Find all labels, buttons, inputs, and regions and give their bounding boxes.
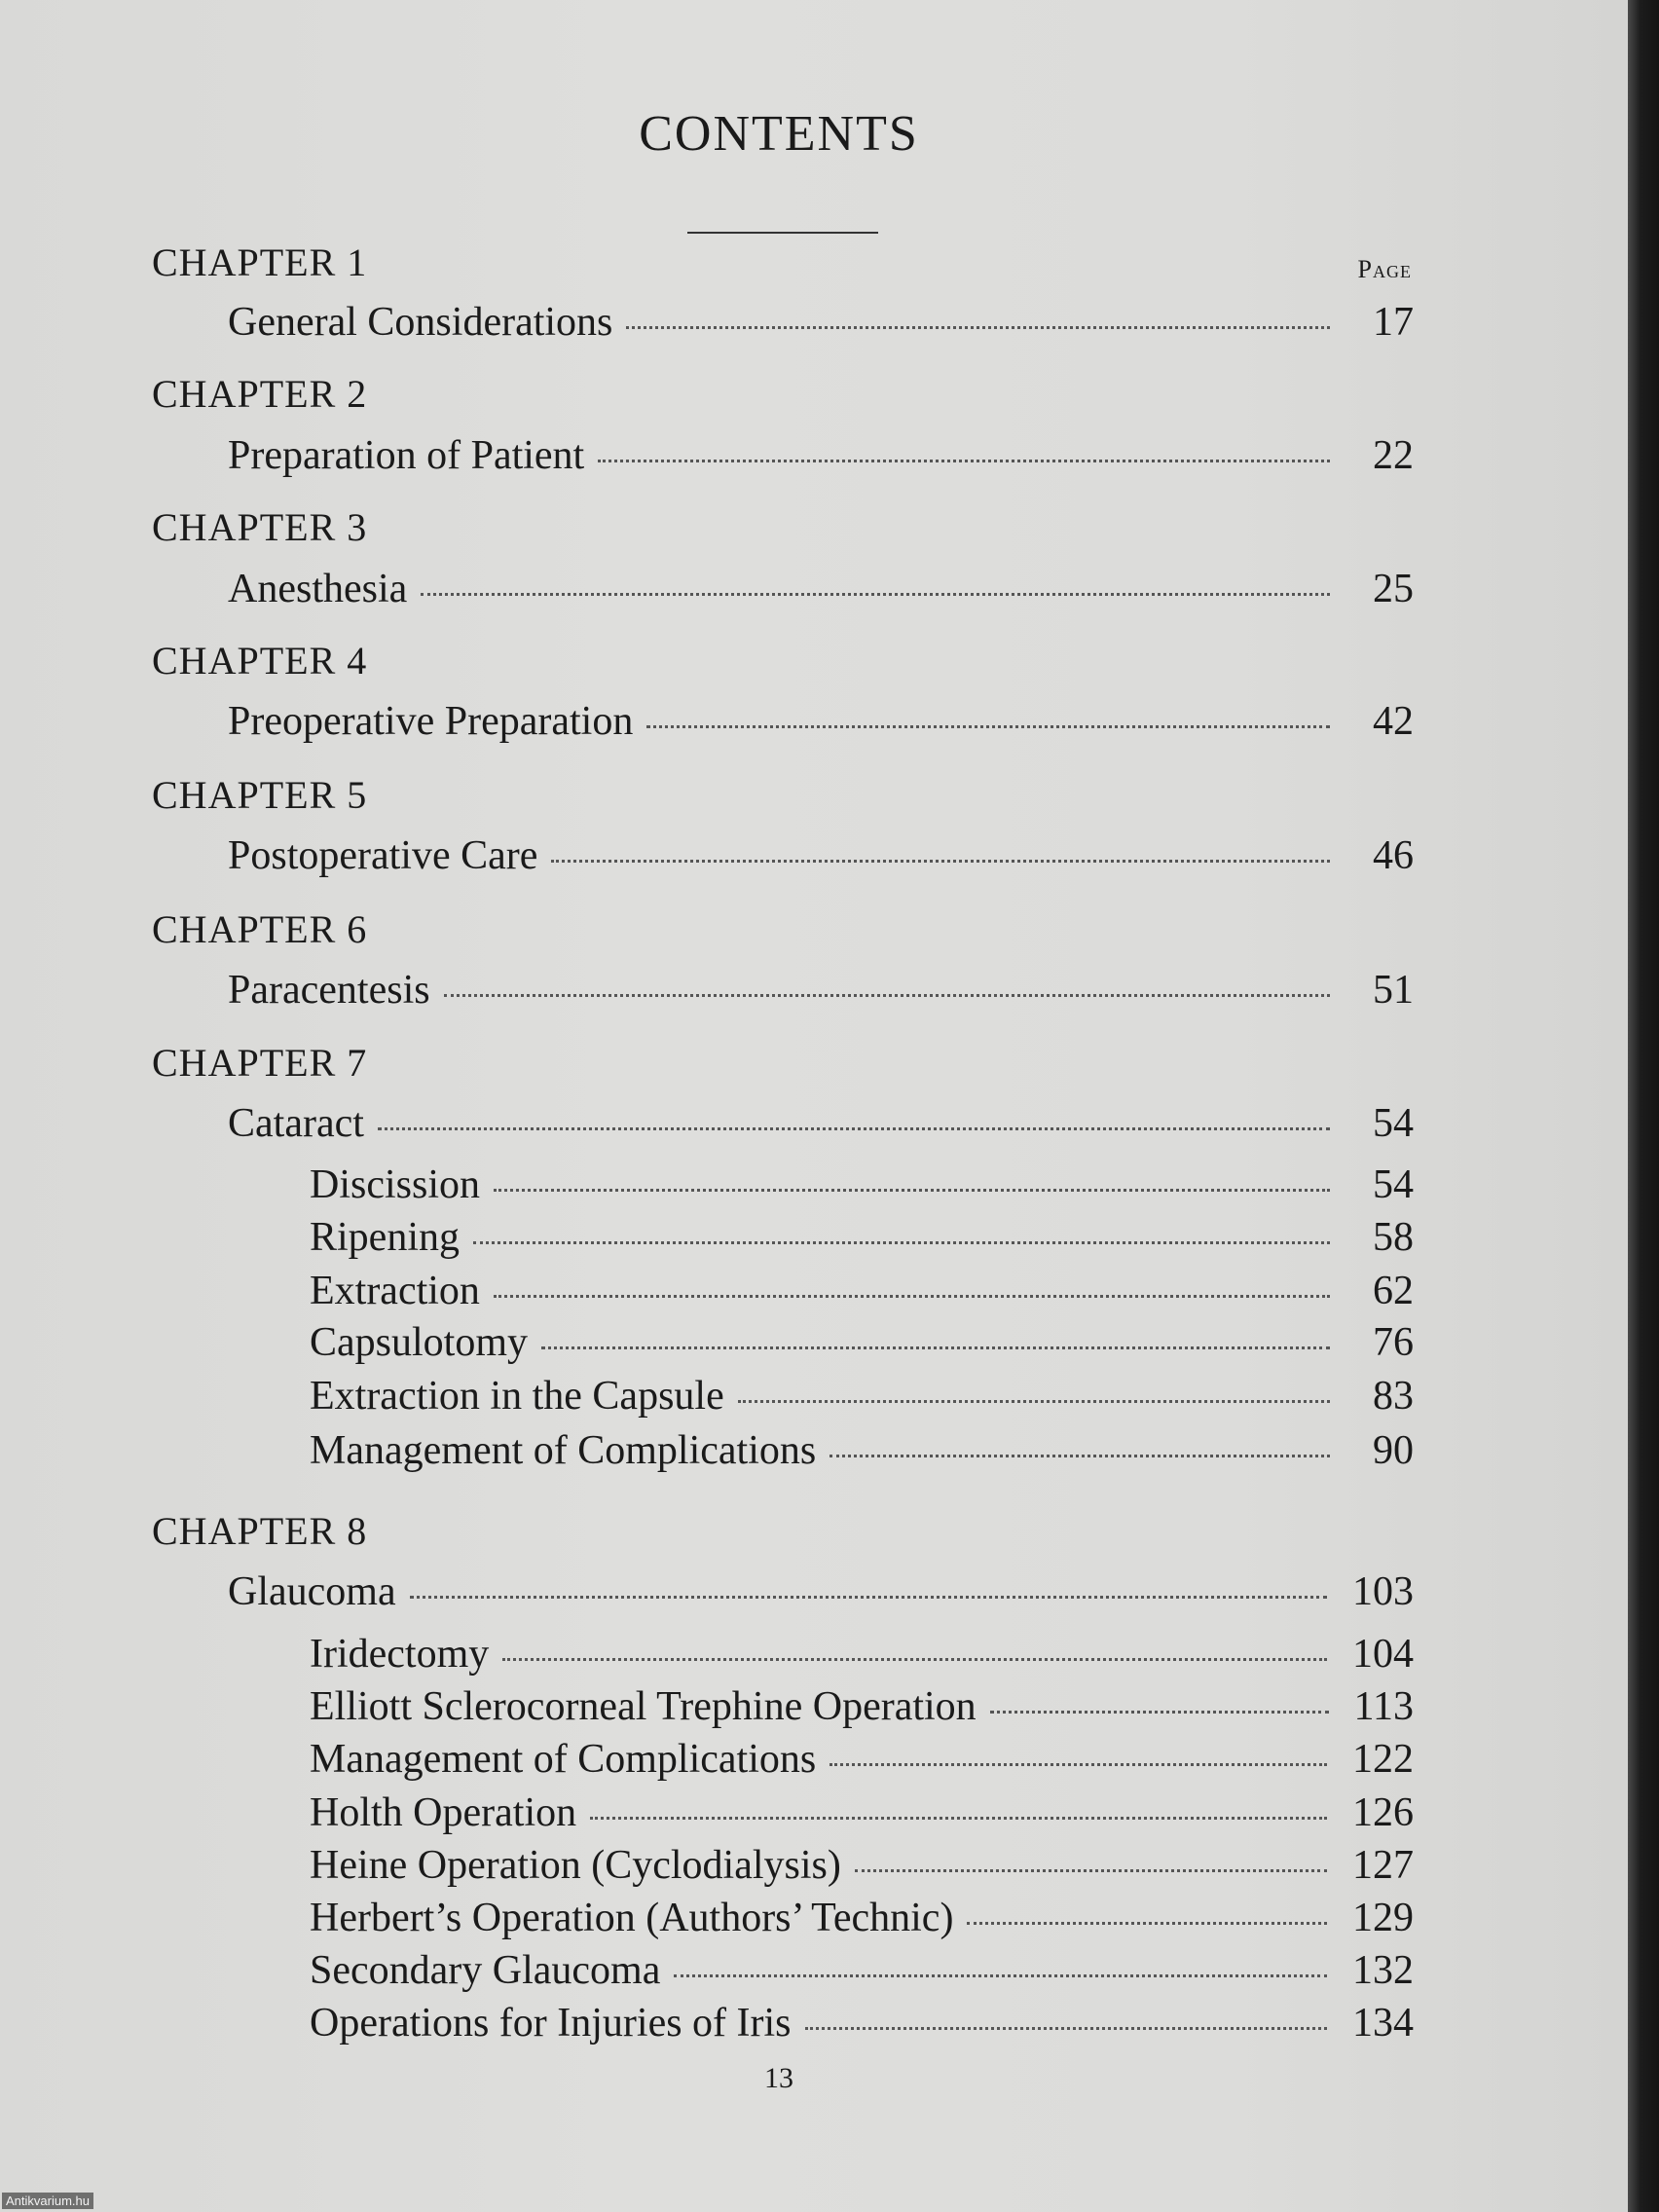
entry-title: Ripening <box>310 1215 460 1260</box>
dot-leader <box>410 1596 1327 1599</box>
dot-leader <box>805 2027 1327 2030</box>
entry-page-number: 62 <box>1373 1269 1414 1313</box>
title-rule <box>687 232 878 234</box>
dot-leader <box>967 1922 1327 1925</box>
chapter-heading: CHAPTER 1 <box>152 240 368 284</box>
entry-page-number: 126 <box>1352 1790 1414 1835</box>
chapter-heading: CHAPTER 3 <box>152 505 368 549</box>
entry-title: Paracentesis <box>228 968 430 1013</box>
page-column-header: Page <box>1357 255 1412 283</box>
dot-leader <box>378 1127 1330 1130</box>
entry-title: Preoperative Preparation <box>228 699 634 744</box>
entry-page-number: 54 <box>1373 1162 1414 1207</box>
dot-leader <box>502 1658 1327 1661</box>
chapter-heading: CHAPTER 7 <box>152 1041 368 1085</box>
toc-entry <box>228 435 1414 476</box>
entry-title: Postoperative Care <box>228 833 538 878</box>
entry-page-number: 122 <box>1352 1737 1414 1782</box>
entry-title: Secondary Glaucoma <box>310 1948 661 1993</box>
entry-page-number: 134 <box>1352 2001 1414 2046</box>
entry-title: Anesthesia <box>228 567 408 611</box>
entry-title: Extraction in the Capsule <box>310 1374 724 1419</box>
entry-page-number: 104 <box>1352 1632 1414 1677</box>
toc-subentry <box>310 1739 1414 1780</box>
toc-subentry <box>310 1217 1414 1258</box>
entry-page-number: 113 <box>1353 1684 1414 1729</box>
entry-title: Heine Operation (Cyclodialysis) <box>310 1843 841 1888</box>
dot-leader <box>541 1346 1330 1349</box>
toc-subentry <box>310 1430 1414 1471</box>
entry-page-number: 17 <box>1373 300 1414 345</box>
entry-page-number: 83 <box>1373 1374 1414 1419</box>
dot-leader <box>674 1974 1327 1977</box>
chapter-heading: CHAPTER 2 <box>152 372 368 416</box>
entry-title: Herbert’s Operation (Authors’ Technic) <box>310 1896 954 1940</box>
toc-entry <box>228 569 1414 609</box>
dot-leader <box>598 460 1330 462</box>
entry-title: Elliott Sclerocorneal Trephine Operation <box>310 1684 977 1729</box>
entry-title: Iridectomy <box>310 1632 490 1677</box>
dot-leader <box>444 994 1330 997</box>
entry-title: Discission <box>310 1162 481 1207</box>
dot-leader <box>421 593 1330 596</box>
entry-title: Management of Complications <box>310 1428 817 1473</box>
entry-page-number: 90 <box>1373 1428 1414 1473</box>
toc-entry <box>228 970 1414 1011</box>
toc-subentry <box>310 1634 1414 1675</box>
dot-leader <box>626 326 1330 329</box>
entry-title: Preparation of Patient <box>228 433 585 478</box>
entry-page-number: 22 <box>1373 433 1414 478</box>
toc-subentry <box>310 1792 1414 1833</box>
dot-leader <box>738 1400 1330 1403</box>
entry-page-number: 103 <box>1352 1569 1414 1614</box>
dot-leader <box>551 860 1330 863</box>
entry-title: Cataract <box>228 1101 364 1146</box>
toc-subentry <box>310 1376 1414 1417</box>
entry-page-number: 25 <box>1373 567 1414 611</box>
page-title: CONTENTS <box>639 106 919 162</box>
dot-leader <box>473 1241 1330 1244</box>
entry-page-number: 54 <box>1373 1101 1414 1146</box>
toc-subentry <box>310 1950 1414 1991</box>
toc-entry <box>228 701 1414 742</box>
toc-entry <box>228 302 1414 343</box>
dot-leader <box>830 1455 1330 1457</box>
entry-page-number: 42 <box>1373 699 1414 744</box>
entry-page-number: 127 <box>1352 1843 1414 1888</box>
entry-title: Capsulotomy <box>310 1320 529 1365</box>
dot-leader <box>855 1869 1327 1872</box>
dot-leader <box>990 1711 1329 1714</box>
entry-title: Holth Operation <box>310 1790 577 1835</box>
watermark: Antikvarium.hu <box>2 2193 93 2209</box>
dot-leader <box>646 725 1330 728</box>
toc-subentry <box>310 1898 1414 1938</box>
entry-title: Extraction <box>310 1269 480 1313</box>
toc-subentry <box>310 2003 1414 2044</box>
page-edge-shadow <box>1628 0 1659 2212</box>
dot-leader <box>590 1817 1327 1820</box>
toc-subentry <box>310 1164 1414 1205</box>
chapter-heading: CHAPTER 6 <box>152 907 368 951</box>
toc-entry <box>228 1103 1414 1144</box>
entry-title: Glaucoma <box>228 1569 396 1614</box>
entry-page-number: 129 <box>1352 1896 1414 1940</box>
toc-subentry <box>310 1322 1414 1363</box>
entry-page-number: 51 <box>1373 968 1414 1013</box>
entry-page-number: 76 <box>1373 1320 1414 1365</box>
dot-leader <box>494 1189 1330 1192</box>
entry-title: Operations for Injuries of Iris <box>310 2001 792 2046</box>
toc-entry <box>228 1571 1414 1612</box>
chapter-heading: CHAPTER 4 <box>152 639 368 682</box>
dot-leader <box>494 1295 1330 1298</box>
toc-subentry <box>310 1271 1414 1311</box>
dot-leader <box>830 1763 1327 1766</box>
entry-page-number: 58 <box>1373 1215 1414 1260</box>
entry-page-number: 46 <box>1373 833 1414 878</box>
entry-title: General Considerations <box>228 300 613 345</box>
toc-entry <box>228 835 1414 876</box>
page-number: 13 <box>764 2062 793 2094</box>
chapter-heading: CHAPTER 8 <box>152 1509 368 1553</box>
entry-page-number: 132 <box>1352 1948 1414 1993</box>
toc-subentry <box>310 1686 1414 1727</box>
entry-title: Management of Complications <box>310 1737 817 1782</box>
chapter-heading: CHAPTER 5 <box>152 773 368 817</box>
toc-subentry <box>310 1845 1414 1886</box>
